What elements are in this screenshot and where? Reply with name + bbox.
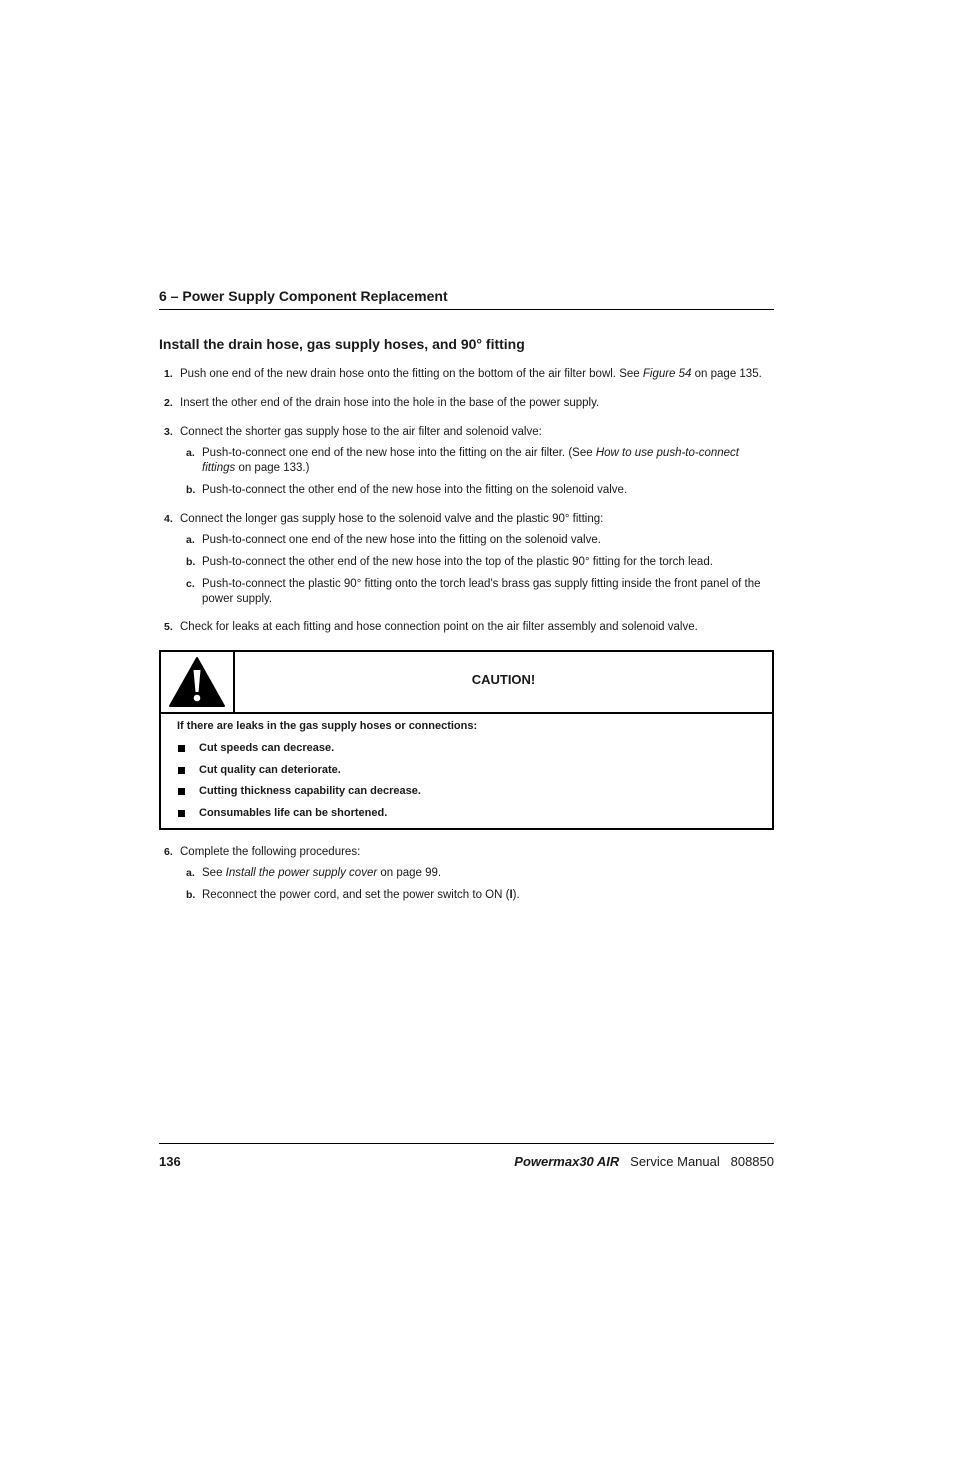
product-name: Powermax30 AIR: [514, 1154, 620, 1169]
substep-text: Push-to-connect the other end of the new hose into the top of the plastic 90° fitting for the torch lead.: [202, 556, 713, 568]
substep-text: Push-to-connect the other end of the new hose into the fitting on the solenoid valve.: [202, 484, 628, 496]
step-number: 6.: [164, 846, 173, 858]
step-text: Check for leaks at each fitting and hose connection point on the air filter assembly and solenoid valve.: [180, 621, 698, 633]
page-footer: [159, 1143, 774, 1169]
substep-text-part: Reconnect the power cord, and set the power switch to ON (: [202, 889, 510, 901]
cross-reference-link[interactable]: Install the power supply cover: [225, 867, 378, 879]
step-6: [164, 845, 774, 860]
step-number: 5.: [164, 621, 173, 633]
step-text: Connect the longer gas supply hose to the solenoid valve and the plastic 90° fitting:: [180, 513, 604, 525]
step-text: Complete the following procedures:: [180, 846, 361, 858]
substep-text-part: ).: [512, 889, 520, 901]
substep-text-part: on page 133.): [235, 462, 310, 474]
page-number: 136: [159, 1154, 181, 1169]
step-text: Insert the other end of the drain hose into the hole in the base of the power supply.: [180, 397, 600, 409]
substep-letter: b.: [186, 556, 196, 568]
caution-title: CAUTION!: [471, 672, 536, 687]
step-5: [164, 620, 774, 635]
caution-item-text: Cutting thickness capability can decrease.: [199, 785, 421, 797]
manual-title: Service Manual: [630, 1154, 720, 1169]
substep-letter: a.: [186, 867, 195, 879]
substep-text: [202, 446, 774, 476]
part-number: 808850: [730, 1154, 774, 1169]
section-title: Install the drain hose, gas supply hoses, and 90° fitting: [159, 336, 525, 352]
step-6a: [186, 866, 774, 881]
substep-text-part: on page 99.: [377, 867, 442, 879]
footer-doc-info: [514, 1154, 774, 1169]
caution-item-text: Cut quality can deteriorate.: [199, 763, 341, 776]
caution-box: [159, 650, 774, 830]
bullet-square-icon: [178, 810, 185, 817]
chapter-header: 6 – Power Supply Component Replacement: [159, 288, 774, 310]
switch-on-symbol: I: [509, 889, 513, 901]
step-number: 2.: [164, 397, 173, 409]
substep-text: [202, 888, 774, 903]
step-3: [164, 425, 774, 440]
step-3a: [186, 446, 774, 476]
caution-list: [177, 742, 421, 828]
caution-icon-cell: [161, 652, 235, 712]
substep-text-part: Push-to-connect one end of the new hose into the fitting on the air filter. (See: [202, 447, 596, 459]
substep-letter: b.: [186, 889, 196, 901]
caution-item-text: Consumables life can be shortened.: [199, 806, 388, 819]
step-6b: [186, 888, 774, 903]
step-text-part: on page 135.: [691, 368, 762, 380]
step-3b: [186, 483, 774, 498]
substep-letter: a.: [186, 534, 195, 546]
substep-text: Push-to-connect one end of the new hose into the fitting on the solenoid valve.: [202, 534, 601, 546]
bullet-square-icon: [178, 745, 185, 752]
list-item: [177, 764, 421, 786]
substep-text-part: See: [202, 867, 226, 879]
step-number: 3.: [164, 426, 173, 438]
cross-reference-link[interactable]: Figure 54: [642, 368, 692, 380]
step-text-part: Push one end of the new drain hose onto the fitting on the bottom of the air filter bowl. See: [180, 368, 643, 380]
bullet-square-icon: [178, 788, 185, 795]
list-item: [177, 807, 421, 829]
list-item: [177, 742, 421, 764]
bullet-square-icon: [178, 767, 185, 774]
list-item: [177, 785, 421, 807]
substep-letter: a.: [186, 447, 195, 459]
substep-text: [202, 866, 774, 881]
step-4b: [186, 555, 774, 570]
substep-letter: c.: [186, 578, 195, 590]
caution-item-text: Cut speeds can decrease.: [199, 742, 335, 754]
step-number: 4.: [164, 513, 173, 525]
step-text: Connect the shorter gas supply hose to the air filter and solenoid valve:: [180, 426, 542, 438]
step-4: [164, 512, 774, 527]
caution-lead-text: If there are leaks in the gas supply hoses or connections:: [177, 720, 478, 732]
step-2: [164, 396, 774, 411]
caution-header: [161, 652, 772, 714]
step-text: [180, 367, 774, 382]
step-4a: [186, 533, 774, 548]
step-number: 1.: [164, 368, 173, 380]
step-4c: [186, 577, 774, 607]
substep-letter: b.: [186, 484, 196, 496]
substep-text: Push-to-connect the plastic 90° fitting onto the torch lead's brass gas supply fitting inside the front panel of the power supply.: [202, 578, 761, 605]
step-1: [164, 367, 774, 382]
cross-reference-link[interactable]: How to use push-to-connect fittings: [202, 447, 740, 474]
